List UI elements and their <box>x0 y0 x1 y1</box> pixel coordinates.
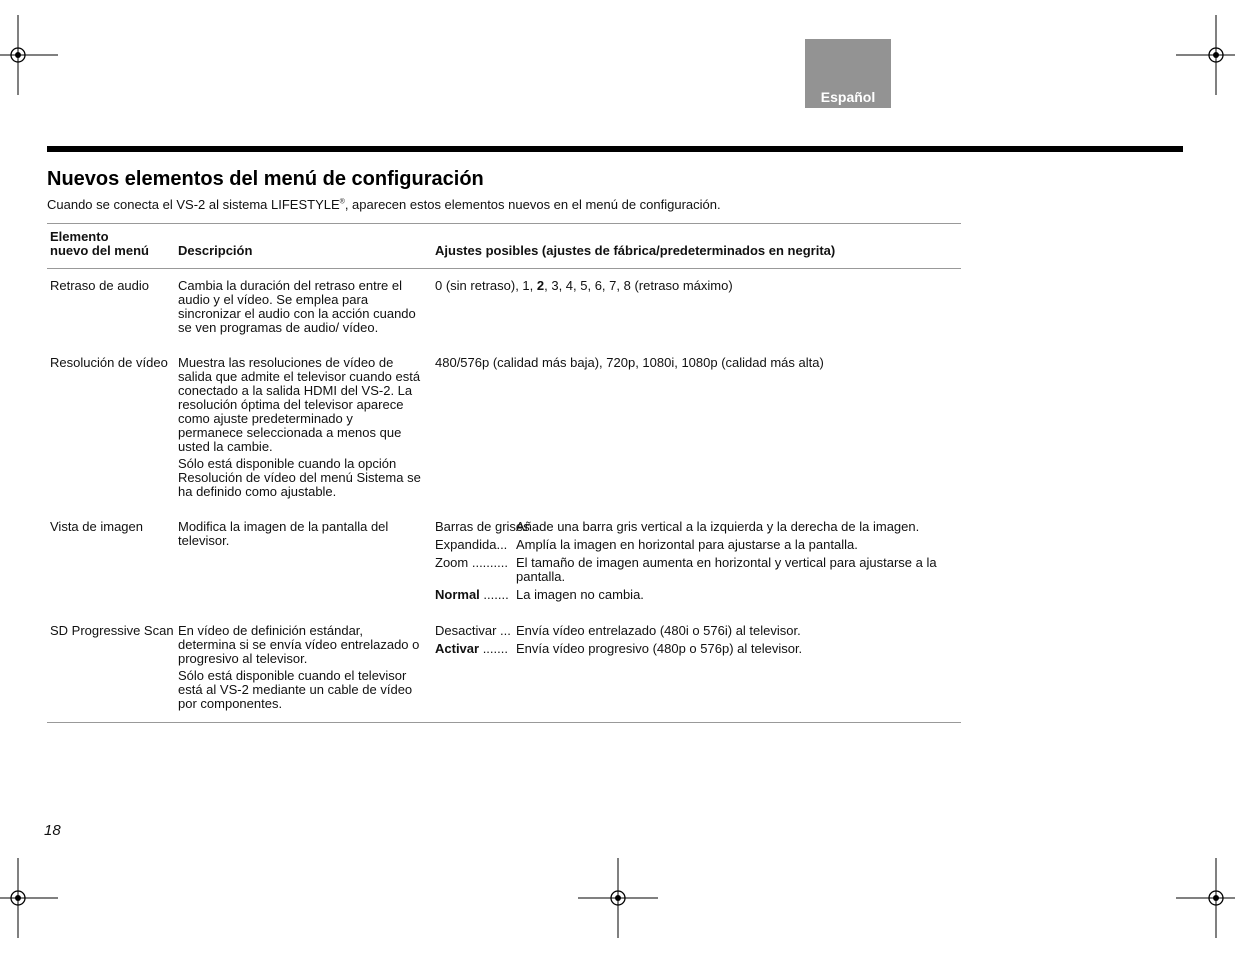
row-item: Vista de imagen <box>50 519 143 534</box>
registration-mark-icon <box>0 858 58 938</box>
table-row <box>47 614 961 722</box>
option-leader: ....... <box>479 588 509 602</box>
table-header <box>47 224 961 269</box>
intro-text <box>47 197 721 212</box>
option-value: Envía vídeo entrelazado (480i o 576i) al televisor. <box>516 623 801 638</box>
option-entry <box>435 538 961 552</box>
row-settings: 480/576p (calidad más baja), 720p, 1080i, 1080p (calidad más alta) <box>435 355 824 370</box>
description-paragraph: Modifica la imagen de la pantalla del televisor. <box>178 519 389 548</box>
header-description: Descripción <box>178 243 253 258</box>
row-settings <box>435 279 961 338</box>
registration-mark-icon <box>1176 858 1235 938</box>
option-key-label: Barras de grises <box>435 519 530 534</box>
option-key-label: Zoom <box>435 556 469 570</box>
header-item: Elemento nuevo del menú <box>50 229 149 258</box>
option-value: La imagen no cambia. <box>516 587 644 602</box>
table-row <box>47 269 961 346</box>
option-leader: ....... <box>479 642 508 656</box>
description-paragraph: Muestra las resoluciones de vídeo de salida que admite el televisor cuando está conectado a la salida HDMI del VS-2. La resolución óptima del televisor aparece como ajuste predeterminado y permanece seleccionada a menos que usted la cambie. <box>178 355 421 454</box>
settings-table <box>47 223 961 723</box>
registered-mark: ® <box>339 198 345 206</box>
page-number: 18 <box>44 822 61 839</box>
intro-text-start: Cuando se conecta el VS-2 al sistema LIFESTYLE <box>47 197 340 212</box>
row-item: Resolución de vídeo <box>50 355 168 370</box>
row-description <box>175 356 435 502</box>
settings-default: 2 <box>536 278 545 293</box>
option-value: Añade una barra gris vertical a la izquierda y la derecha de la imagen. <box>516 519 920 534</box>
option-key-label: Desactivar <box>435 624 497 638</box>
option-value: Envía vídeo progresivo (480p o 576p) al televisor. <box>516 641 803 656</box>
description-paragraph: Sólo está disponible cuando la opción Resolución de vídeo del menú Sistema se ha definido como ajustable. <box>178 456 421 499</box>
row-item: SD Progressive Scan <box>50 623 174 638</box>
description-paragraph: Sólo está disponible cuando el televisor está al VS-2 mediante un cable de vídeo por componentes. <box>178 668 413 711</box>
option-key <box>435 642 516 656</box>
option-leader: ... <box>496 538 508 552</box>
option-entry <box>435 520 961 534</box>
row-description <box>175 279 435 338</box>
header-settings: Ajustes posibles (ajustes de fábrica/predeterminados en negrita) <box>435 243 836 258</box>
option-value: El tamaño de imagen aumenta en horizontal y vertical para ajustarse a la pantalla. <box>516 555 937 584</box>
registration-mark-icon <box>0 15 58 95</box>
header-rule <box>47 146 1183 152</box>
option-key-label: Expandida <box>435 538 497 552</box>
option-key <box>435 624 516 638</box>
page-title: Nuevos elementos del menú de configuración <box>47 168 484 190</box>
settings-text: , 3, 4, 5, 6, 7, 8 (retraso máximo) <box>544 278 733 293</box>
option-key <box>435 588 516 602</box>
option-leader: ... <box>496 624 511 638</box>
description-paragraph: Cambia la duración del retraso entre el audio y el vídeo. Se emplea para sincronizar el audio con la acción cuando se ven programas de audio/ vídeo. <box>178 278 416 335</box>
settings-text: 0 (sin retraso), 1, <box>435 278 537 293</box>
registration-mark-icon <box>578 858 658 938</box>
option-key-label: Activar <box>435 642 480 656</box>
option-entry <box>435 624 961 638</box>
option-entry <box>435 556 961 584</box>
option-entry <box>435 642 961 656</box>
table-row <box>47 510 961 614</box>
row-description <box>175 624 435 714</box>
table-row <box>47 346 961 510</box>
option-key-label: Normal <box>435 588 480 602</box>
option-entry <box>435 588 961 602</box>
description-paragraph: En vídeo de definición estándar, determina si se envía vídeo entrelazado o progresivo al televisor. <box>178 623 420 666</box>
registration-mark-icon <box>1176 15 1235 95</box>
option-key <box>435 556 516 584</box>
intro-text-end: , aparecen estos elementos nuevos en el menú de configuración. <box>344 197 721 212</box>
row-item: Retraso de audio <box>50 278 150 293</box>
row-description <box>175 520 435 606</box>
option-key <box>435 538 516 552</box>
option-key <box>435 519 530 534</box>
option-value: Amplía la imagen en horizontal para ajustarse a la pantalla. <box>516 537 858 552</box>
row-settings <box>435 624 961 714</box>
row-settings <box>435 520 961 606</box>
option-leader: .......... <box>468 556 508 570</box>
language-tab <box>805 39 891 108</box>
language-tab-label: Español <box>820 89 876 105</box>
